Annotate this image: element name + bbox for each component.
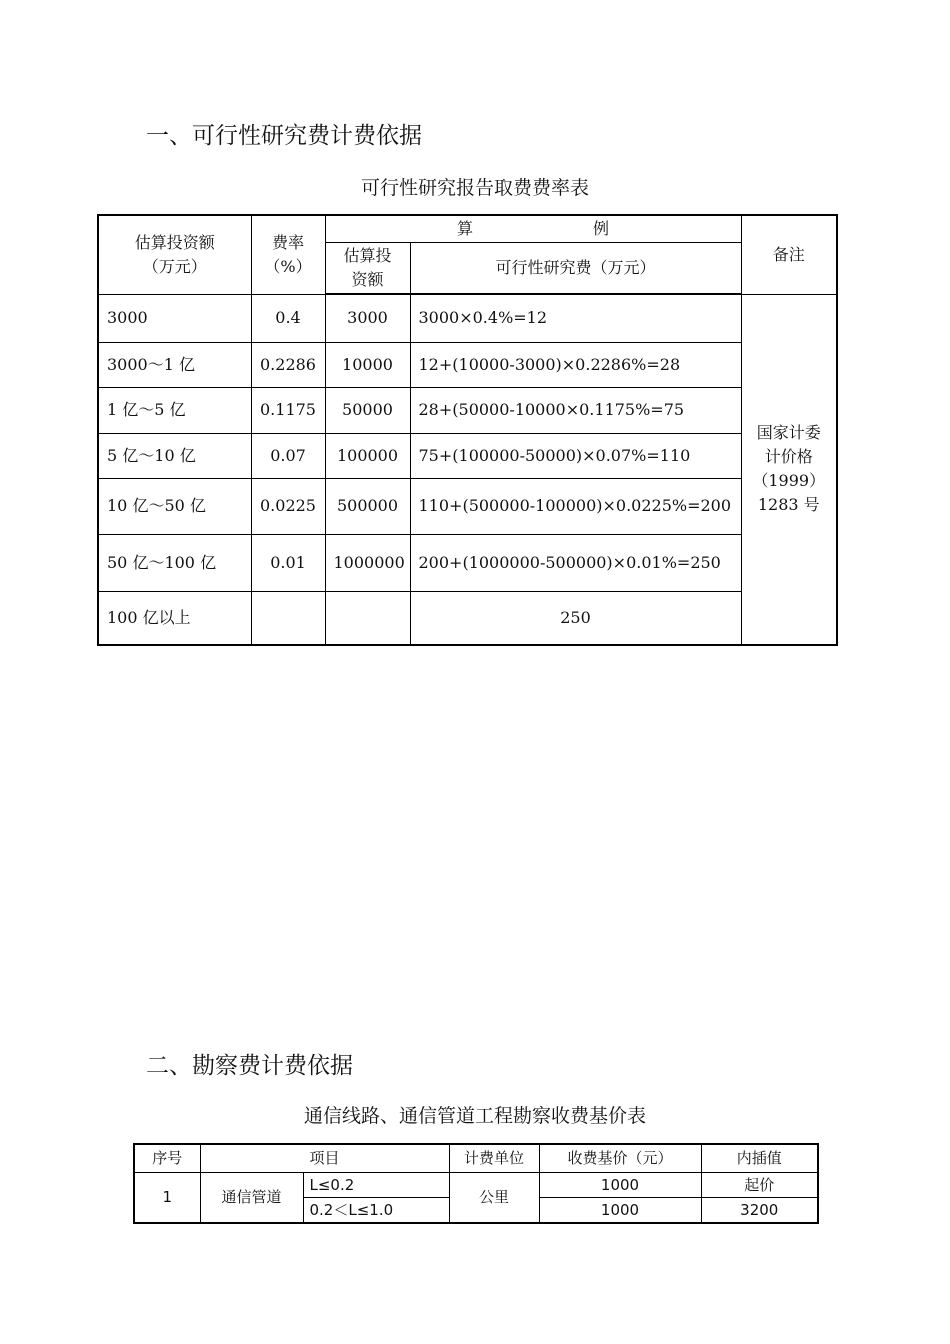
cell-calc: 12+(10000-3000)×0.2286%=28 [410, 342, 741, 387]
table-row [98, 387, 837, 433]
cell-interp: 3200 [701, 1197, 818, 1223]
survey-fee-table [133, 1143, 819, 1224]
header-unit: 计费单位 [449, 1144, 539, 1172]
header-example-amount: 估算投 资额 [325, 242, 410, 294]
fee-rate-table-caption: 可行性研究报告取费费率表 [360, 177, 589, 199]
header-estimated-investment: 估算投资额 （万元） [98, 215, 251, 294]
section-2-heading: 二、勘察费计费依据 [146, 1053, 353, 1079]
cell-rate: 0.4 [251, 294, 325, 342]
header-example: 算 例 [325, 215, 741, 242]
cell-amount: 500000 [325, 478, 410, 534]
feasibility-fee-rate-table [97, 214, 838, 646]
cell-range: 5 亿～10 亿 [98, 433, 251, 478]
cell-price: 1000 [539, 1172, 701, 1197]
cell-calc: 200+(1000000-500000)×0.01%=250 [410, 534, 741, 591]
cell-range: 3000 [98, 294, 251, 342]
cell-range: L≤0.2 [303, 1172, 449, 1197]
survey-fee-table-caption: 通信线路、通信管道工程勘察收费基价表 [303, 1105, 646, 1127]
cell-price: 1000 [539, 1197, 701, 1223]
cell-range: 50 亿～100 亿 [98, 534, 251, 591]
cell-range: 3000～1 亿 [98, 342, 251, 387]
header-interp: 内插值 [701, 1144, 818, 1172]
cell-calc: 250 [410, 591, 741, 645]
cell-amount: 3000 [325, 294, 410, 342]
cell-calc: 110+(500000-100000)×0.0225%=200 [410, 478, 741, 534]
table-row [98, 591, 837, 645]
remark-cell: 国家计委 计价格 （1999） 1283 号 [741, 294, 837, 645]
cell-calc: 28+(50000-10000×0.1175%=75 [410, 387, 741, 433]
cell-amount [325, 591, 410, 645]
cell-amount: 1000000 [325, 534, 410, 591]
section-1-heading: 一、可行性研究费计费依据 [146, 123, 422, 149]
cell-rate: 0.1175 [251, 387, 325, 433]
cell-range: 10 亿～50 亿 [98, 478, 251, 534]
table-row [98, 433, 837, 478]
cell-rate: 0.01 [251, 534, 325, 591]
table-row [134, 1172, 818, 1197]
cell-no: 1 [134, 1172, 200, 1223]
cell-amount: 100000 [325, 433, 410, 478]
cell-range: 1 亿～5 亿 [98, 387, 251, 433]
cell-calc: 75+(100000-50000)×0.07%=110 [410, 433, 741, 478]
header-rate: 费率 （%） [251, 215, 325, 294]
header-no: 序号 [134, 1144, 200, 1172]
cell-range: 100 亿以上 [98, 591, 251, 645]
table-header-row [134, 1144, 818, 1172]
cell-item: 通信管道 [200, 1172, 303, 1223]
cell-unit: 公里 [449, 1172, 539, 1223]
cell-calc: 3000×0.4%=12 [410, 294, 741, 342]
header-item: 项目 [200, 1144, 449, 1172]
cell-rate: 0.0225 [251, 478, 325, 534]
cell-amount: 10000 [325, 342, 410, 387]
table-row [98, 534, 837, 591]
cell-amount: 50000 [325, 387, 410, 433]
header-example-fee: 可行性研究费（万元） [410, 242, 741, 294]
table-row [98, 342, 837, 387]
cell-rate: 0.07 [251, 433, 325, 478]
cell-rate [251, 591, 325, 645]
table-row [98, 478, 837, 534]
cell-interp: 起价 [701, 1172, 818, 1197]
table-row [98, 294, 837, 342]
header-price: 收费基价（元） [539, 1144, 701, 1172]
header-remark: 备注 [741, 215, 837, 294]
cell-rate: 0.2286 [251, 342, 325, 387]
cell-range: 0.2＜L≤1.0 [303, 1197, 449, 1223]
